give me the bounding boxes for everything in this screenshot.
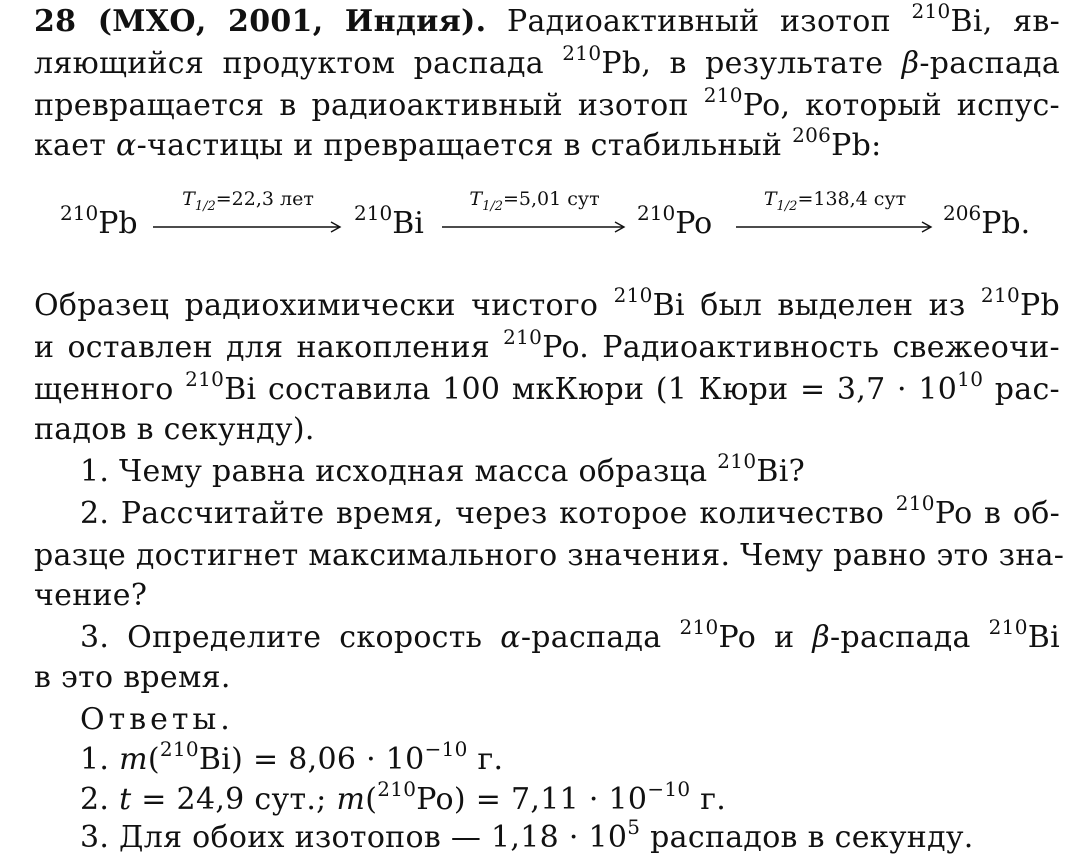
superscript: 210	[980, 283, 1020, 307]
answer-2	[80, 777, 1060, 820]
half-life-label	[736, 188, 934, 214]
question-3-line-2	[34, 658, 1060, 698]
question-2-line-2	[34, 536, 1065, 576]
text: 3. Для обоих изотопов — 1,18 · 10	[80, 820, 628, 855]
text: -распада	[830, 620, 971, 655]
unit: г.	[477, 742, 504, 777]
element-symbol: Po	[675, 206, 713, 241]
decay-arrow-3	[736, 190, 934, 250]
text: Po и	[718, 620, 795, 655]
problem-intro-line-3	[34, 83, 1060, 126]
beta-symbol: β	[812, 620, 831, 655]
body-line-3	[34, 367, 1060, 410]
text: Po, который испус-	[742, 88, 1060, 123]
answer-3	[80, 815, 1060, 858]
superscript: 10	[957, 367, 984, 391]
decay-arrow-1	[153, 190, 343, 250]
text: падов в секунду).	[34, 412, 315, 447]
text: разце достигнет максимального значения. Чему равно это зна-	[34, 538, 1065, 573]
text: Bi, яв-	[950, 4, 1060, 39]
arrow-icon	[153, 220, 343, 234]
half-life-value: =5,01 сут	[503, 188, 600, 210]
nuclide-bi-210	[354, 201, 424, 244]
decay-scheme	[50, 190, 1060, 250]
superscript: 210	[703, 83, 743, 107]
question-2-line-3	[34, 576, 1060, 616]
superscript: 210	[895, 491, 935, 515]
t-subscript: 1/2	[482, 198, 503, 214]
text: -частицы и превращается в стабильный	[136, 128, 783, 163]
t-subscript: 1/2	[194, 198, 216, 214]
t-subscript: 1/2	[776, 198, 798, 214]
mass-number: 210	[637, 201, 676, 225]
element-symbol: Pb	[98, 206, 138, 241]
question-1	[80, 449, 1060, 492]
text: Bi) = 8,06 · 10	[198, 742, 425, 777]
superscript: 210	[613, 283, 653, 307]
element-symbol: Pb.	[981, 206, 1031, 241]
superscript: 210	[988, 615, 1028, 639]
answer-1	[80, 737, 1060, 780]
superscript: 210	[911, 0, 951, 23]
question-2-line-1	[80, 491, 1061, 534]
text: = 24,9 сут.;	[141, 782, 327, 817]
superscript: −10	[424, 737, 468, 761]
text: Bi был выделен из	[652, 288, 966, 323]
answers-title	[80, 700, 1060, 740]
nuclide-pb-206	[943, 201, 1031, 244]
text: Pb, в результате	[601, 46, 884, 81]
problem-intro-line-2	[34, 41, 1061, 84]
text: кает	[34, 128, 107, 163]
unit: г.	[700, 782, 727, 817]
problem-intro-line-4	[34, 123, 1060, 166]
mass-symbol: m	[336, 782, 366, 817]
text: -распада	[919, 46, 1061, 81]
paren: (	[147, 742, 160, 777]
problem-intro-line-1	[34, 2, 1060, 42]
text: щенного	[34, 372, 174, 407]
body-line-4	[34, 410, 1060, 450]
decay-arrow-2	[442, 190, 627, 250]
superscript: 210	[562, 41, 602, 65]
nuclide-po-210	[637, 201, 713, 244]
superscript: 5	[627, 815, 641, 839]
superscript: 206	[792, 123, 832, 147]
text: -распада	[520, 620, 662, 655]
body-line-2	[34, 325, 1060, 368]
superscript: 210	[159, 737, 199, 761]
question-3-line-1	[80, 615, 1060, 658]
text: ляющийся продуктом распада	[34, 46, 544, 81]
text: рас-	[994, 372, 1060, 407]
mass-symbol: m	[119, 742, 148, 777]
text: Po. Радиоактивность свежеочи-	[542, 330, 1060, 365]
text: Образец радиохимически чистого	[34, 288, 599, 323]
nuclide-pb-210	[60, 201, 138, 244]
problem-number: 28 (МХО, 2001, Индия).	[34, 4, 487, 39]
answers-heading: Ответы.	[80, 702, 234, 737]
half-life-label	[442, 188, 627, 214]
arrow-icon	[442, 220, 627, 234]
superscript: −10	[647, 777, 691, 801]
text: 1. Чему равна исходная масса образца	[80, 454, 708, 489]
mass-number: 210	[60, 201, 99, 225]
text: 3. Определите скорость	[80, 620, 483, 655]
answer-number: 1.	[80, 742, 110, 777]
alpha-symbol: α	[116, 128, 137, 163]
alpha-symbol: α	[500, 620, 521, 655]
body-line-1	[34, 283, 1060, 326]
half-life-label	[153, 188, 343, 214]
half-life-value: =138,4 сут	[797, 188, 907, 210]
text: Po в об-	[934, 496, 1061, 531]
text: Pb	[1020, 288, 1060, 323]
text: Pb:	[831, 128, 882, 163]
text: в это время.	[34, 660, 231, 695]
text: 2. Рассчитайте время, через которое количество	[80, 496, 885, 531]
superscript: 210	[717, 449, 757, 473]
text: Po) = 7,11 · 10	[416, 782, 648, 817]
t-symbol: T	[182, 188, 195, 210]
text: Bi	[1027, 620, 1060, 655]
text: Bi составила 100 мкКюри (1 Кюри = 3,7 · 10	[224, 372, 958, 407]
text: Радиоактивный изотоп	[506, 4, 891, 39]
t-symbol: T	[763, 188, 777, 210]
paren: (	[365, 782, 378, 817]
arrow-icon	[736, 220, 934, 234]
superscript: 210	[503, 325, 543, 349]
answer-number: 2.	[80, 782, 110, 817]
superscript: 210	[185, 367, 225, 391]
beta-symbol: β	[901, 46, 920, 81]
mass-number: 206	[943, 201, 982, 225]
t-symbol: T	[469, 188, 483, 210]
text: чение?	[34, 578, 148, 613]
text: превращается в радиоактивный изотоп	[34, 88, 689, 123]
time-symbol: t	[119, 782, 132, 817]
superscript: 210	[679, 615, 719, 639]
text: Bi?	[756, 454, 805, 489]
text: и оставлен для накопления	[34, 330, 490, 365]
text: распадов в секунду.	[650, 820, 974, 855]
element-symbol: Bi	[392, 206, 424, 241]
mass-number: 210	[354, 201, 393, 225]
half-life-value: =22,3 лет	[215, 188, 314, 210]
superscript: 210	[377, 777, 417, 801]
